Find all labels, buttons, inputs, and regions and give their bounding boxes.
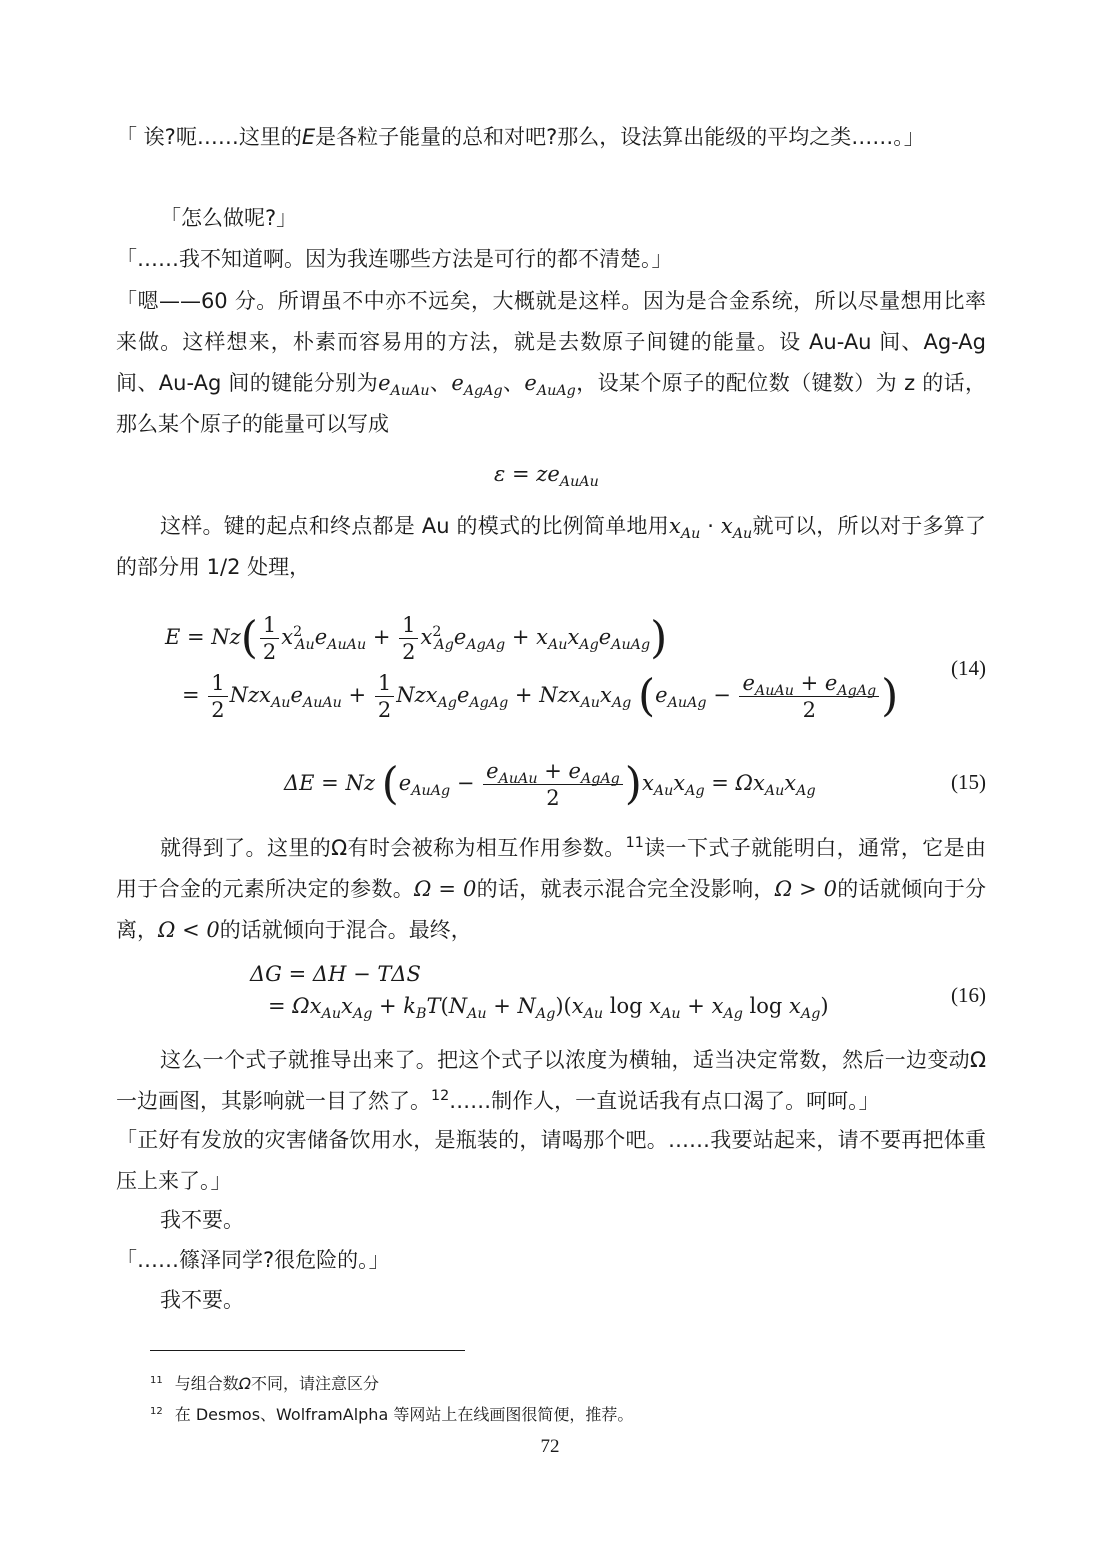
p6-text-d3: 的话就倾向于混合。最终， [219, 918, 472, 942]
p7-text-a: 这么一个式子就推导出来了。把这个式子以浓度为横轴，适当决定常数，然后一边变动Ω一边画图，其影响就一目了然了。 [116, 1048, 986, 1113]
p6-text-a: 就得到了。这里的Ω有时会被称为相互作用参数。 [160, 836, 626, 860]
paragraph-5 [116, 506, 986, 588]
p6-omega-eq-0: Ω = 0 [414, 877, 477, 901]
p5-text-b: 就可以，所以对于多算了的部分用 1/2 处理， [116, 514, 986, 579]
footnote-11: $^{11}$ 与组合数Ω不同，请注意区分 [150, 1374, 379, 1393]
p6-text-b: 读一下式子就能明白，通常，它是由用于合金的元素所决定的参数。 [116, 836, 987, 901]
p6-text-d1: 的话，就表示混合完全没影响， [476, 877, 775, 901]
paragraph-2: 「怎么做呢?」 [160, 206, 298, 230]
paragraph-4 [116, 281, 986, 445]
equation-14-number: (14) [951, 656, 986, 680]
equation-16-number: (16) [951, 983, 986, 1007]
paragraph-1 [116, 117, 986, 158]
p6-omega-lt-0: Ω < 0 [158, 918, 220, 942]
p6-omega-gt-0: Ω > 0 [774, 877, 837, 901]
p7-text-b: ……制作人，一直说话我有点口渴了。呵呵。」 [449, 1089, 880, 1113]
paragraph-6 [116, 828, 986, 951]
p4-e-auau: $e_{AuAu}$ [378, 371, 430, 400]
p5-x-au-1: $x_{Au}$ [669, 514, 701, 543]
paragraph-10: 「……篠泽同学?很危险的。」 [116, 1248, 390, 1272]
paragraph-8: 「正好有发放的灾害储备饮用水，是瓶装的，请喝那个吧。……我要站起来，请不要再把体重压上来了。」 [116, 1128, 986, 1193]
p4-sep-2: 、 [502, 371, 525, 395]
paragraph-3: 「……我不知道啊。因为我连哪些方法是可行的都不清楚。」 [116, 247, 673, 271]
p1-text-b: 是各粒子能量的总和对吧?那么，设法算出能级的平均之类……。」 [315, 125, 925, 149]
paragraph-9: 我不要。 [160, 1208, 244, 1232]
paragraph-7 [116, 1040, 986, 1122]
page-number: 72 [540, 1436, 560, 1457]
p4-text-a: 「嗯——60 分。所谓虽不中亦不远矣，大概就是这样。因为是合金系统，所以尽量想用比率来做。这样想来，朴素而容易用的方法，就是去数原子间键的能量。设 Au-Au 间、Ag-Ag 间、Au-Ag 间的键能分别为 [116, 289, 986, 395]
p4-sep-1: 、 [429, 371, 452, 395]
equation-14-line-1: E = Nz( $\frac{1}{2}$ $x^2_{Au}e_{AuAu}$ + $\frac{1}{2}$ $x^2_{Ag}e_{AgAg} + x_{Au}x_{Ag}e_{AuAg}$) [165, 612, 668, 664]
equation-16-line-1: ΔG = ΔH − TΔS [250, 962, 421, 986]
paragraph-11: 我不要。 [160, 1288, 244, 1312]
p5-x-au-2: $x_{Au}$ [720, 514, 753, 543]
equation-16-line-2: = $\Omega x_{Au}x_{Ag} + k_BT(N_{Au} + N_{Ag})(x_{Au}$ $\log x_{Au} + x_{Ag}$ $\log x_{Ag}$) [268, 994, 829, 1023]
p6-text-d2: 的话就倾向于分离， [116, 877, 987, 942]
p4-e-auag: $e_{AuAg}$ [524, 371, 576, 400]
equation-15: ΔE = Nz ($e_{AuAg}$ − $\frac{e_{AuAu} + e_{AgAg}}{2}$ )$x_{Au}x_{Ag} = \Omega x_{Au}x_{Ag}$ [284, 758, 816, 810]
footnote-ref-11[interactable]: 11 [625, 835, 644, 851]
equation-15-number: (15) [951, 770, 986, 794]
p5-text-a: 这样。键的起点和终点都是 Au 的模式的比例简单地用 [160, 514, 670, 538]
p4-e-agag: $e_{AgAg}$ [451, 371, 503, 400]
footnote-divider [150, 1350, 465, 1351]
p1-text-a: 「 诶?呃……这里的 [116, 125, 302, 149]
footnote-ref-12[interactable]: 12 [431, 1088, 450, 1104]
equation-epsilon: $\varepsilon = ze_{AuAu}$ [494, 462, 599, 491]
p1-symbol-e: E [301, 125, 316, 149]
footnote-12: $^{12}$ 在 Desmos、WolframAlpha 等网站上在线画图很简便，推荐。 [150, 1405, 634, 1424]
equation-14-line-2: = $\frac{1}{2}$ $Nzx_{Au}e_{AuAu}$ + $\frac{1}{2}$ $Nzx_{Ag}e_{AgAg} + Nzx_{Au}x_{Ag}$ ($e_{AuAg}$ − $\frac{e_{AuAu} + e_{AgAg}}{2}$ ) [182, 670, 899, 722]
p4-text-b: ，设某个原子的配位数（键数）为 z 的话，那么某个原子的能量可以写成 [116, 371, 987, 436]
p5-dot: · [700, 514, 721, 538]
